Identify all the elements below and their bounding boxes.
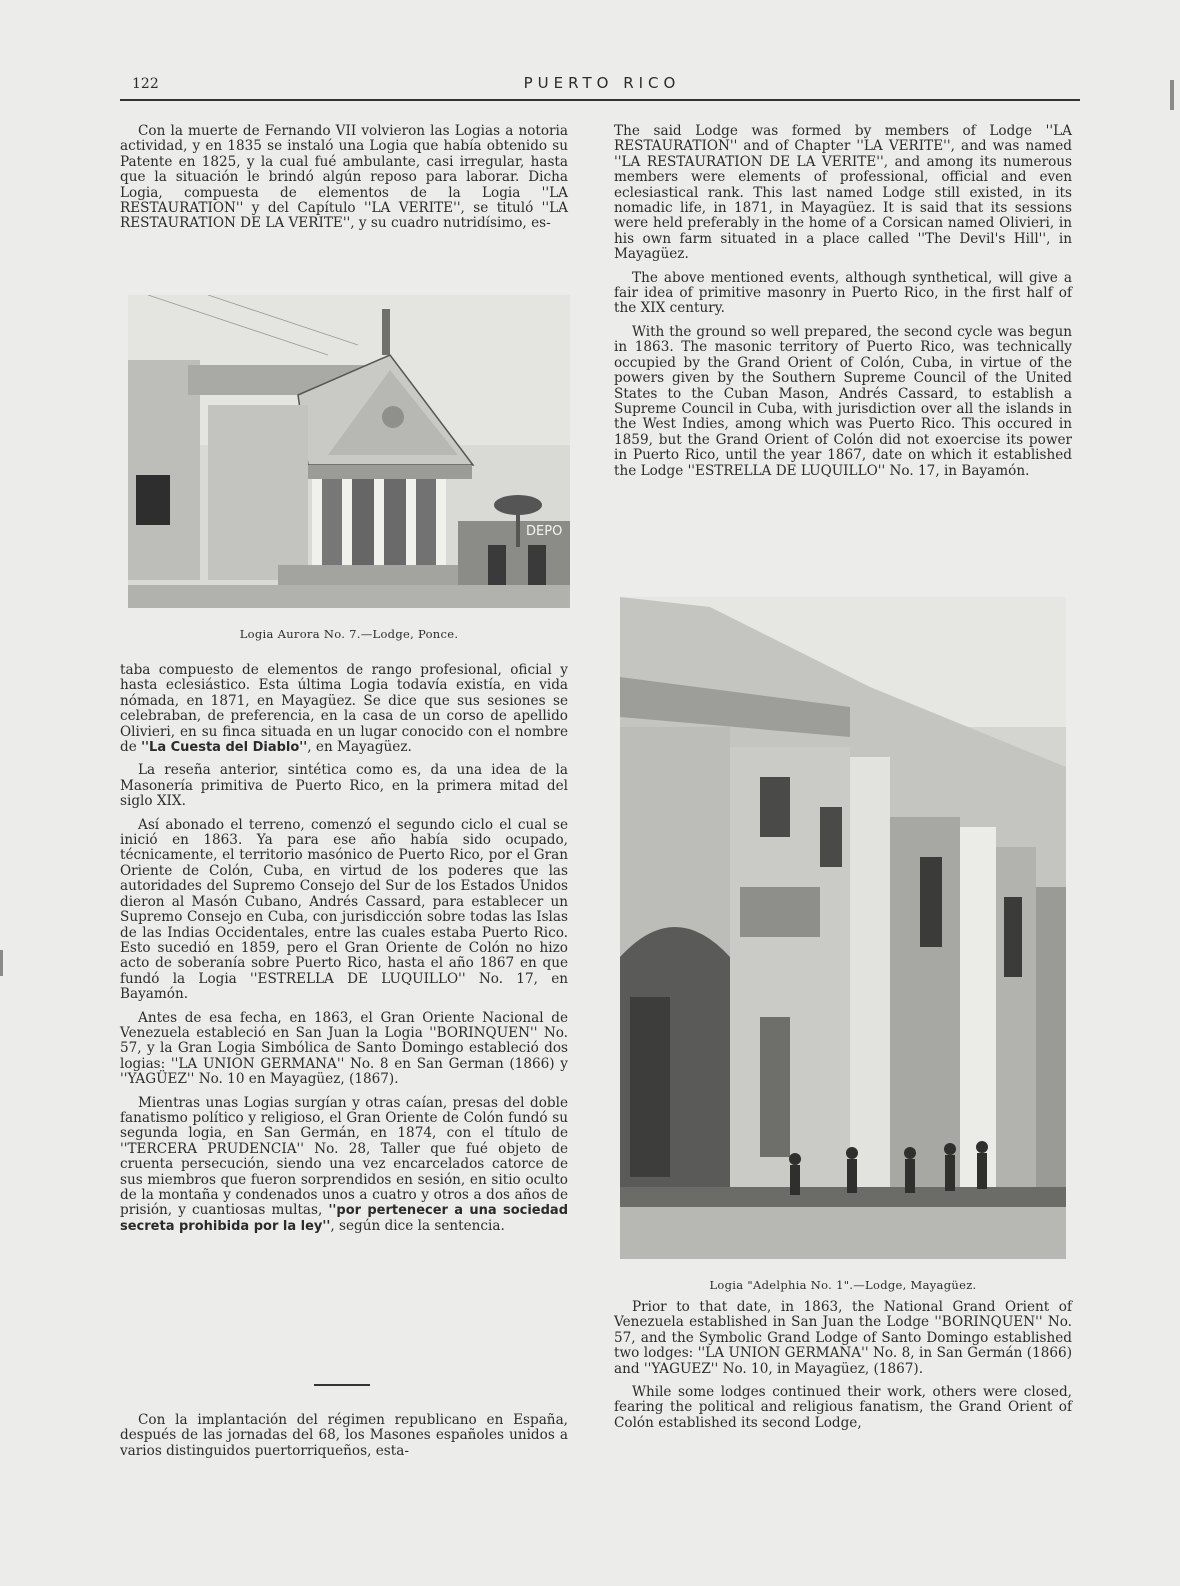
page-header — [128, 72, 1076, 96]
aurora-lodge-caption: Logia Aurora No. 7.—Lodge, Ponce. — [239, 627, 459, 641]
left-column-bottom — [120, 663, 568, 1242]
left-paragraph-5-end: , según dice la sentencia. — [330, 1217, 505, 1234]
sentence-quote-bold: ''por pertenecer a una sociedad secreta prohibida por la ley'' — [120, 1203, 569, 1234]
left-paragraph-continued-text: taba compuesto de elementos de rango profesional, oficial y hasta eclesiástico. Esta última Logia todavía existía, en vida nómada, en 1871, en Mayagüez. Se dice que sus sesiones se celebraban, de preferencia, en la casa de un corso de apellido Olivieri, en su finca situada en un lugar conocido con el nombre de — [120, 662, 568, 756]
aurora-sign-text: DEPO — [526, 524, 563, 539]
left-paragraph-2: La reseña anterior, sintética como es, da una idea de la Masonería primitiva de Puerto Rico, en la primera mitad del siglo XIX. — [120, 762, 568, 810]
right-paragraph-3: With the ground so well prepared, the second cycle was begun in 1863. The masonic territory of Puerto Rico, was technically occupied by the Grand Orient of Colón, Cuba, in virtue of the powers given by the Southern Supreme Council of the United States to the Cuban Mason, Andrés Cassard, to establish a Supreme Council in Cuba, with jurisdiction over all the islands in the West Indies, among which was Puerto Rico. This occured in 1859, but the Grand Orient of Colón did not exoercise its power in Puerto Rico, until the year 1867, date on which it established the Lodge ''ESTRELLA DE LUQUILLO'' No. 17, in Bayamón. — [614, 323, 1072, 479]
adelphia-lodge-photo — [620, 597, 1066, 1259]
page-edge-mark — [1170, 80, 1174, 110]
left-paragraph-5-text: Mientras unas Logias surgían y otras caían, presas del doble fanatismo político y religioso, el Gran Oriente de Colón fundó su segunda logia, en San Germán, en 1874, con el título de ''TERCERA PRUDENCIA'' No. 28, Taller que fué objeto de cruenta persecución, siendo una vez encarcelados catorce de sus miembros que fueron sorprendidos en sesión, en sitio oculto de la montaña y condenados unos a cuatro y otros a dos años de prisión, y cuantiosas multas, — [120, 1094, 568, 1219]
left-paragraph-4: Antes de esa fecha, en 1863, el Gran Oriente Nacional de Venezuela estableció en San Juan la Logia ''BORINQUEN'' No. 57, y la Gran Logia Simbólica de Santo Domingo estableció dos logias: ''LA UNION GERMANA'' No. 8 en San German (1866) y ''YAGÜEZ'' No. 10 en Mayagüez, (1867). — [120, 1009, 568, 1088]
magazine-title: PUERTO RICO — [523, 74, 681, 92]
adelphia-lodge-caption: Logia "Adelphia No. 1".—Lodge, Mayagüez. — [709, 1278, 977, 1292]
left-paragraph-continued — [120, 663, 568, 755]
left-paragraph-5 — [120, 1096, 568, 1235]
header-rule — [120, 99, 1080, 101]
la-cuesta-del-diablo-bold: ''La Cuesta del Diablo'' — [141, 740, 308, 756]
left-column-final — [120, 1413, 568, 1467]
right-paragraph-4: Prior to that date, in 1863, the National Grand Orient of Venezuela established in San Juan the Lodge ''BORINQUEN'' No. 57, and the Symbolic Grand Lodge of Santo Domingo established two lodges: ''LA UNION GERMANA'' No. 8, in San Germán (1866) and ''YAGUEZ'' No. 10, in Mayagüez, (1867). — [614, 1299, 1072, 1377]
adelphia-lodge-image — [620, 597, 1066, 1259]
left-paragraph-1: Con la muerte de Fernando VII volvieron las Logias a notoria actividad, y en 1835 se instaló una Logia que había obtenido su Patente en 1825, y la cual fué ambulante, casi irregular, hasta que la situación le brindó algún reposo para laborar. Dicha Logia, compuesta de elementos de la Logia ''LA RESTAURATION'' y del Capítulo ''LA VERITE'', se tituló ''LA RESTAURATION DE LA VERITE'', y su cuadro nutridísimo, es- — [120, 123, 568, 232]
left-paragraph-6: Con la implantación del régimen republicano en España, después de las jornadas del 68, los Masones españoles unidos a varios distinguidos puertorriqueños, esta- — [120, 1412, 568, 1459]
left-paragraph-3: Así abonado el terreno, comenzó el segundo ciclo el cual se inició en 1863. Ya para ese año había sido ocupado, técnicamente, el territorio masónico de Puerto Rico, por el Gran Oriente de Colón, Cuba, en virtud de los poderes que las autoridades del Supremo Consejo del Sur de los Estados Unidos dieron al Masón Cubano, Andrés Cassard, para establecer un Supremo Consejo en Cuba, con jurisdicción sobre todas las Islas de las Indias Occidentales, entre las cuales estaba Puerto Rico. Esto sucedió en 1859, pero el Gran Oriente de Colón no hizo acto de soberanía sobre Puerto Rico, hasta el año 1867 en que fundó la Logia ''ESTRELLA DE LUQUILLO'' No. 17, en Bayamón. — [120, 816, 568, 1003]
right-paragraph-1: The said Lodge was formed by members of Lodge ''LA RESTAURATION'' and of Chapter ''LA VERITE'', and was named ''LA RESTAURATION DE LA VERITE'', and among its numerous members were elements of professional, official and even eclesiastical rank. This last named Lodge still existed, in its nomadic life, in 1871, in Mayagüez. It is said that its sessions were held preferably in the home of a Corsican named Olivieri, in his own farm situated in a place called ''The Devil's Hill'', in Mayagüez. — [614, 123, 1072, 263]
right-paragraph-5: While some lodges continued their work, others were closed, fearing the political and religious fanatism, the Grand Orient of Colón established its second Lodge, — [614, 1384, 1072, 1431]
aurora-lodge-image — [128, 295, 570, 608]
page-number: 122 — [132, 76, 159, 92]
right-paragraph-2: The above mentioned events, although synthetical, will give a fair idea of primitive masonry in Puerto Rico, in the first half of the XIX century. — [614, 269, 1072, 317]
section-divider — [314, 1384, 370, 1386]
left-paragraph-continued-end: , en Mayagüez. — [307, 739, 412, 756]
aurora-lodge-photo — [128, 295, 570, 608]
left-column-top — [120, 124, 568, 240]
right-column-top — [614, 124, 1072, 487]
right-column-bottom — [614, 1300, 1072, 1439]
page-edge-mark — [0, 950, 3, 976]
